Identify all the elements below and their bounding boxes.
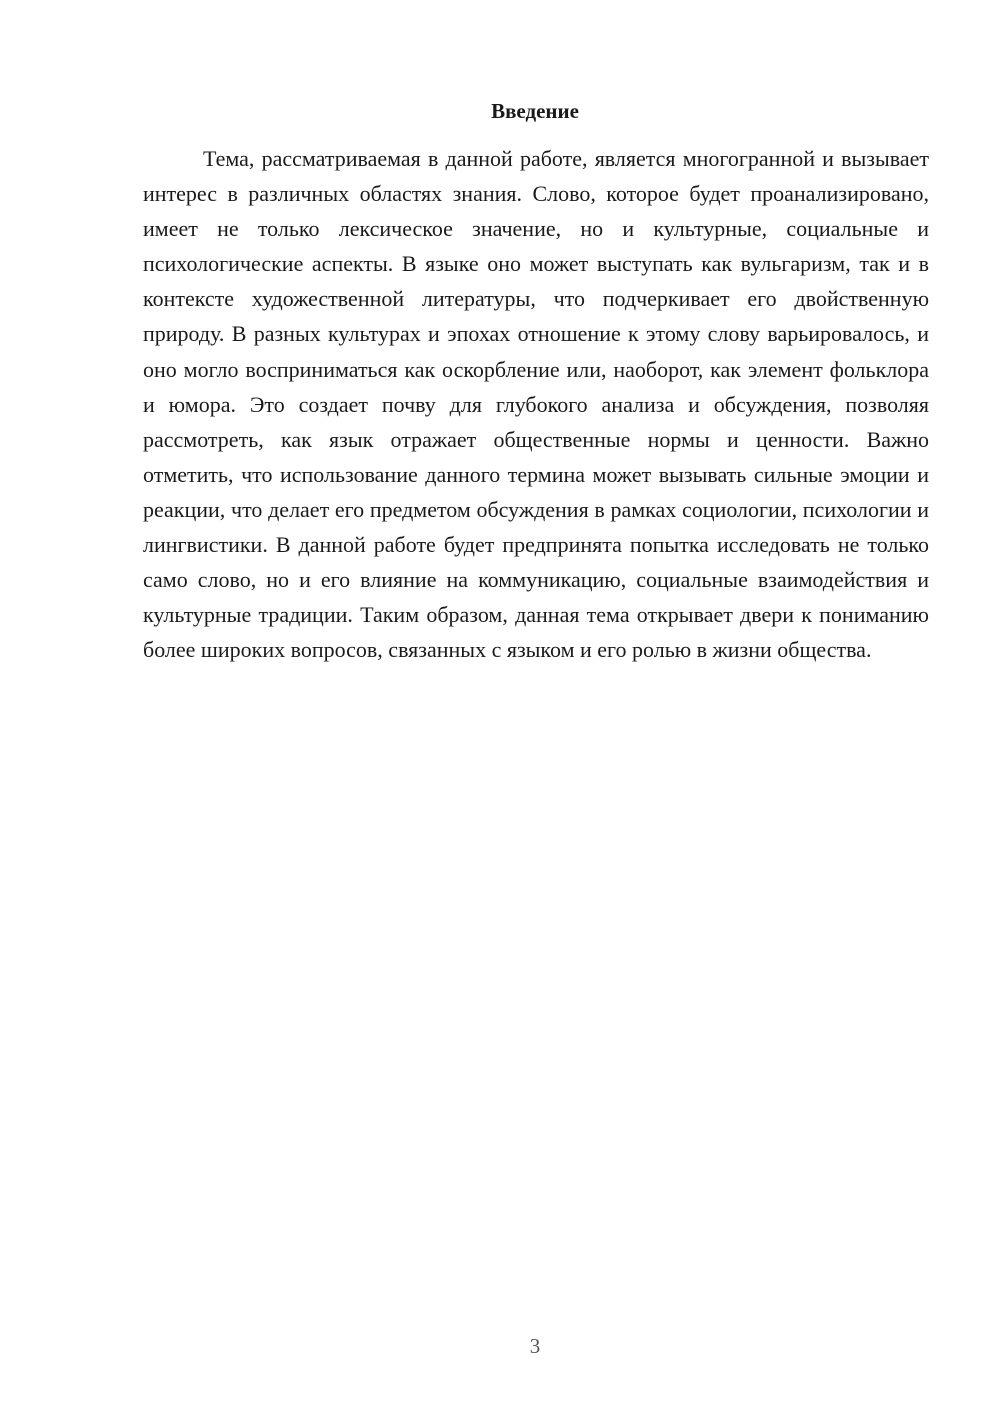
- section-heading: Введение: [491, 99, 579, 123]
- page-number: 3: [529, 1334, 541, 1358]
- introduction-paragraph: Тема, рассматриваемая в данной работе, является многогранной и вызывает интерес в различных областях знания. Слово, которое будет проанализировано, имеет не только лексическое значение, но и культурные, социальные и психологические аспекты. В языке оно может выступать как вульгаризм, так и в контексте художественной литературы, что подчеркивает его двойственную природу. В разных культурах и эпохах отношение к этому слову варьировалось, и оно могло восприниматься как оскорбление или, наоборот, как элемент фольклора и юмора. Это создает почву для глубокого анализа и обсуждения, позволяя рассмотреть, как язык отражает общественные нормы и ценности. Важно отметить, что использование данного термина может вызывать сильные эмоции и реакции, что делает его предметом обсуждения в рамках социологии, психологии и лингвистики. В данной работе будет предпринята попытка исследовать не только само слово, но и его влияние на коммуникацию, социальные взаимодействия и культурные традиции. Таким образом, данная тема открывает двери к пониманию более широких вопросов, связанных с языком и его ролью в жизни общества.: [143, 146, 929, 663]
